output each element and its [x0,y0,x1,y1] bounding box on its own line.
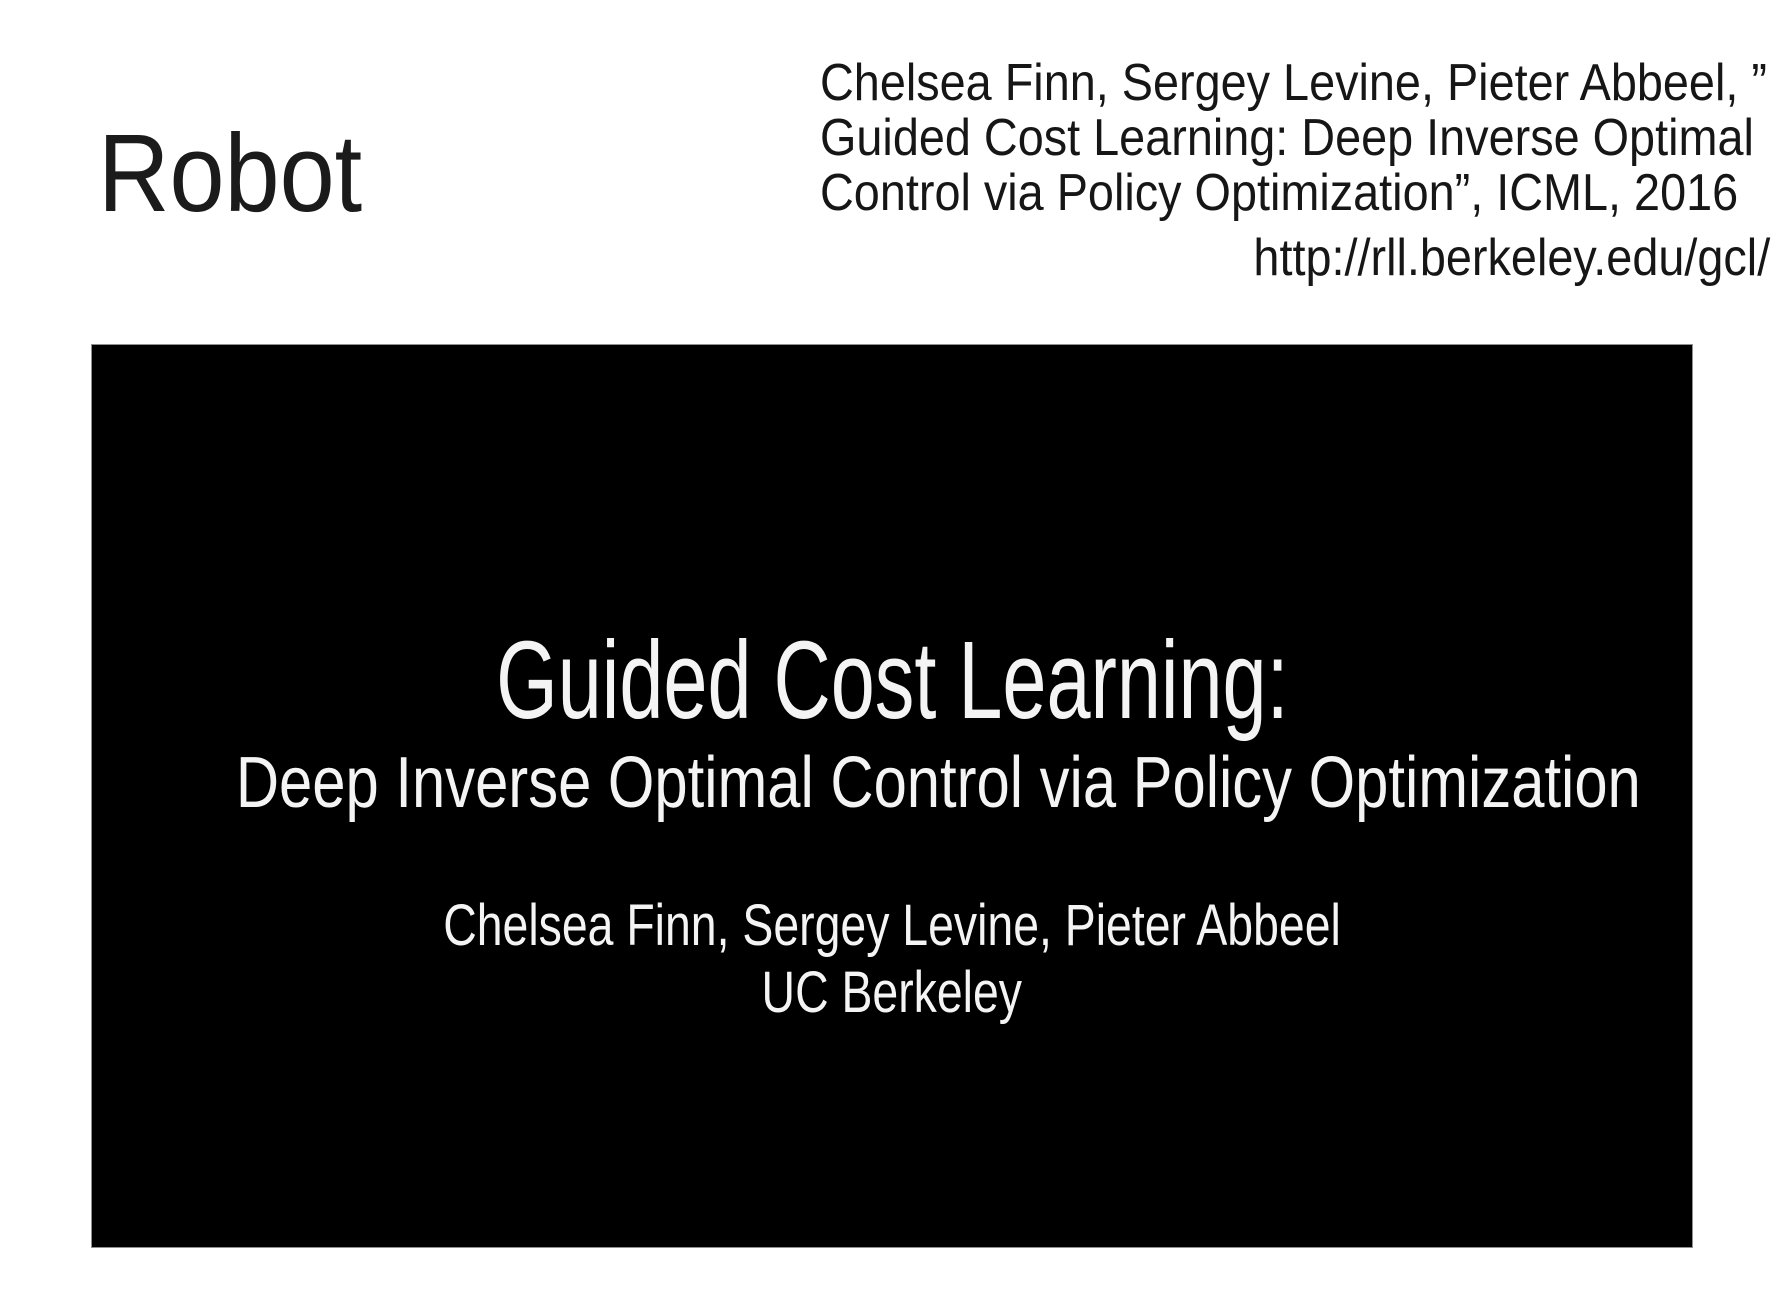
citation-block [820,56,1770,286]
citation-line-2: Guided Cost Learning: Deep Inverse Optimal [820,109,1754,167]
citation-line-3: Control via Policy Optimization”, ICML, 2016 [820,164,1739,222]
video-title: Guided Cost Learning: [495,619,1289,742]
citation-url [820,231,1770,286]
video-frame[interactable] [91,344,1693,1248]
video-affiliation: UC Berkeley [761,960,1023,1025]
slide-title-text: Robot [98,112,363,235]
slide-title [98,112,392,235]
citation-line-1: Chelsea Finn, Sergey Levine, Pieter Abbeel, ” [820,54,1767,112]
video-authors: Chelsea Finn, Sergey Levine, Pieter Abbeel [443,893,1341,958]
citation-url-link[interactable]: http://rll.berkeley.edu/gcl/ [1253,229,1770,287]
video-subtitle: Deep Inverse Optimal Control via Policy Optimization [235,743,1641,823]
